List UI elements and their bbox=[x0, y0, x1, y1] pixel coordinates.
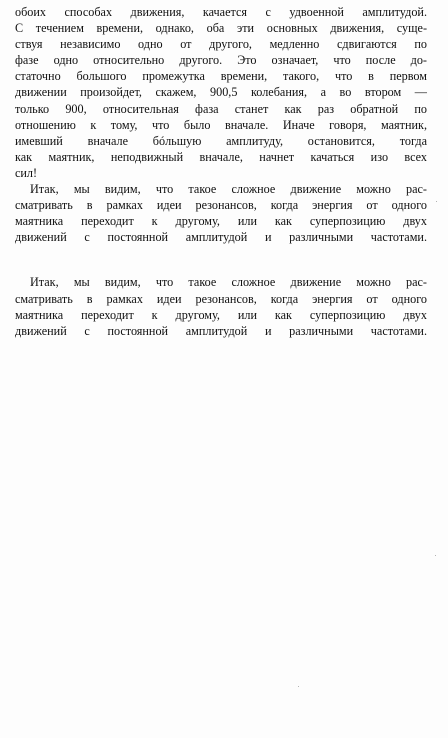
text-line: сматривать в рамках идеи резонансов, когда энергия от одного bbox=[15, 291, 427, 306]
page-text bbox=[15, 4, 427, 339]
text-line: сил! bbox=[15, 165, 38, 180]
text-line: движении произойдет, скажем, 900,5 колебания, а во втором — bbox=[15, 85, 427, 100]
text-line: Итак, мы видим, что такое сложное движение можно рас- bbox=[30, 275, 427, 290]
text-line: фазе одно относительно другого. Это означает, что после до- bbox=[15, 53, 427, 68]
text-line: сматривать в рамках идеи резонансов, когда энергия от одного bbox=[15, 198, 427, 213]
scan-speck bbox=[436, 201, 437, 202]
text-line: только 900, относительная фаза станет как раз обратной по bbox=[15, 101, 427, 116]
text-line: маятника переходит к другому, или как суперпозицию двух bbox=[15, 307, 427, 322]
text-line: С течением времени, однако, оба эти основных движения, суще- bbox=[15, 21, 427, 36]
text-line: движений с постоянной амплитудой и различными частотами. bbox=[15, 230, 427, 245]
text-line: обоих способах движения, качается с удвоенной амплитудой. bbox=[15, 5, 427, 19]
text-line: статочно большого промежутка времени, такого, что в первом bbox=[15, 69, 427, 84]
text-line: движений с постоянной амплитудой и различными частотами. bbox=[15, 323, 427, 338]
paragraph-2 bbox=[15, 181, 427, 245]
text-line: как маятник, неподвижный вначале, начнет качаться изо всех bbox=[15, 149, 427, 164]
scan-speck bbox=[435, 555, 436, 556]
text-line: ствуя независимо одно от другого, медленно сдвигаются по bbox=[15, 37, 427, 52]
text-line: маятника переходит к другому, или как суперпозицию двух bbox=[15, 214, 427, 229]
paragraph-1 bbox=[15, 4, 427, 181]
scan-speck bbox=[298, 686, 299, 687]
paragraph-gap bbox=[15, 245, 427, 274]
text-line: Итак, мы видим, что такое сложное движение можно рас- bbox=[30, 182, 427, 197]
text-line: имевший вначале бóльшую амплитуду, остановится, тогда bbox=[15, 133, 427, 148]
paragraph-3 bbox=[15, 274, 427, 338]
text-line: отношению к тому, что было вначале. Иначе говоря, маятник, bbox=[15, 117, 427, 132]
